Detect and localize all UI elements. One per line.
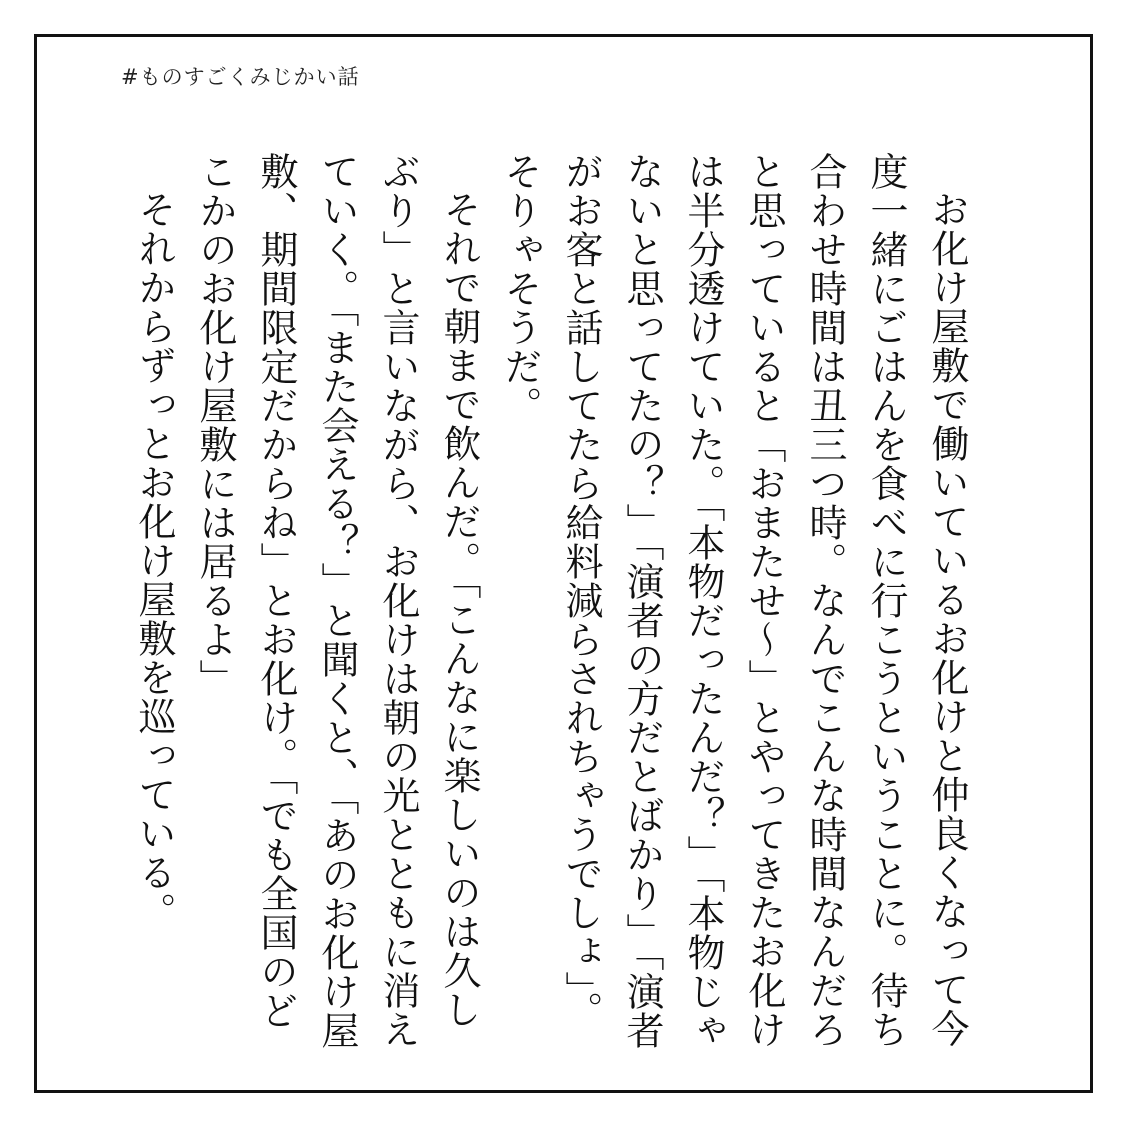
- story-paragraph-3: それからずっとお化け屋敷を巡っている。: [132, 190, 176, 931]
- story-paragraph-2: それで朝まで飲んだ。「こんなに楽しいのは久しぶり」と言いながら、お化けは朝の光とともに消えていく。「また会える？」と聞くと、「あのお化け屋敷、期間限定だからね」とお化け。「でも全国のどこかのお化け屋敷には居るよ」: [193, 152, 481, 1050]
- hashtag-title: #ものすごくみじかい話: [121, 65, 360, 89]
- story-paragraph-1: お化け屋敷で働いているお化けと仲良くなって今度一緒にごはんを食べに行こうということに。待ち合わせ時間は丑三つ時。なんでこんな時間なんだろと思っていると「おまたせ〜」とやってきたお化けは半分透けていた。「本物だったんだ？」「本物じゃないと思ってたの？」「演者の方だとばかり」「演者がお客と話してたら給料減らされちゃうでしょ」。そりゃそうだ。: [498, 152, 969, 1050]
- story-frame: [34, 34, 1093, 1093]
- story-text: [132, 152, 977, 1052]
